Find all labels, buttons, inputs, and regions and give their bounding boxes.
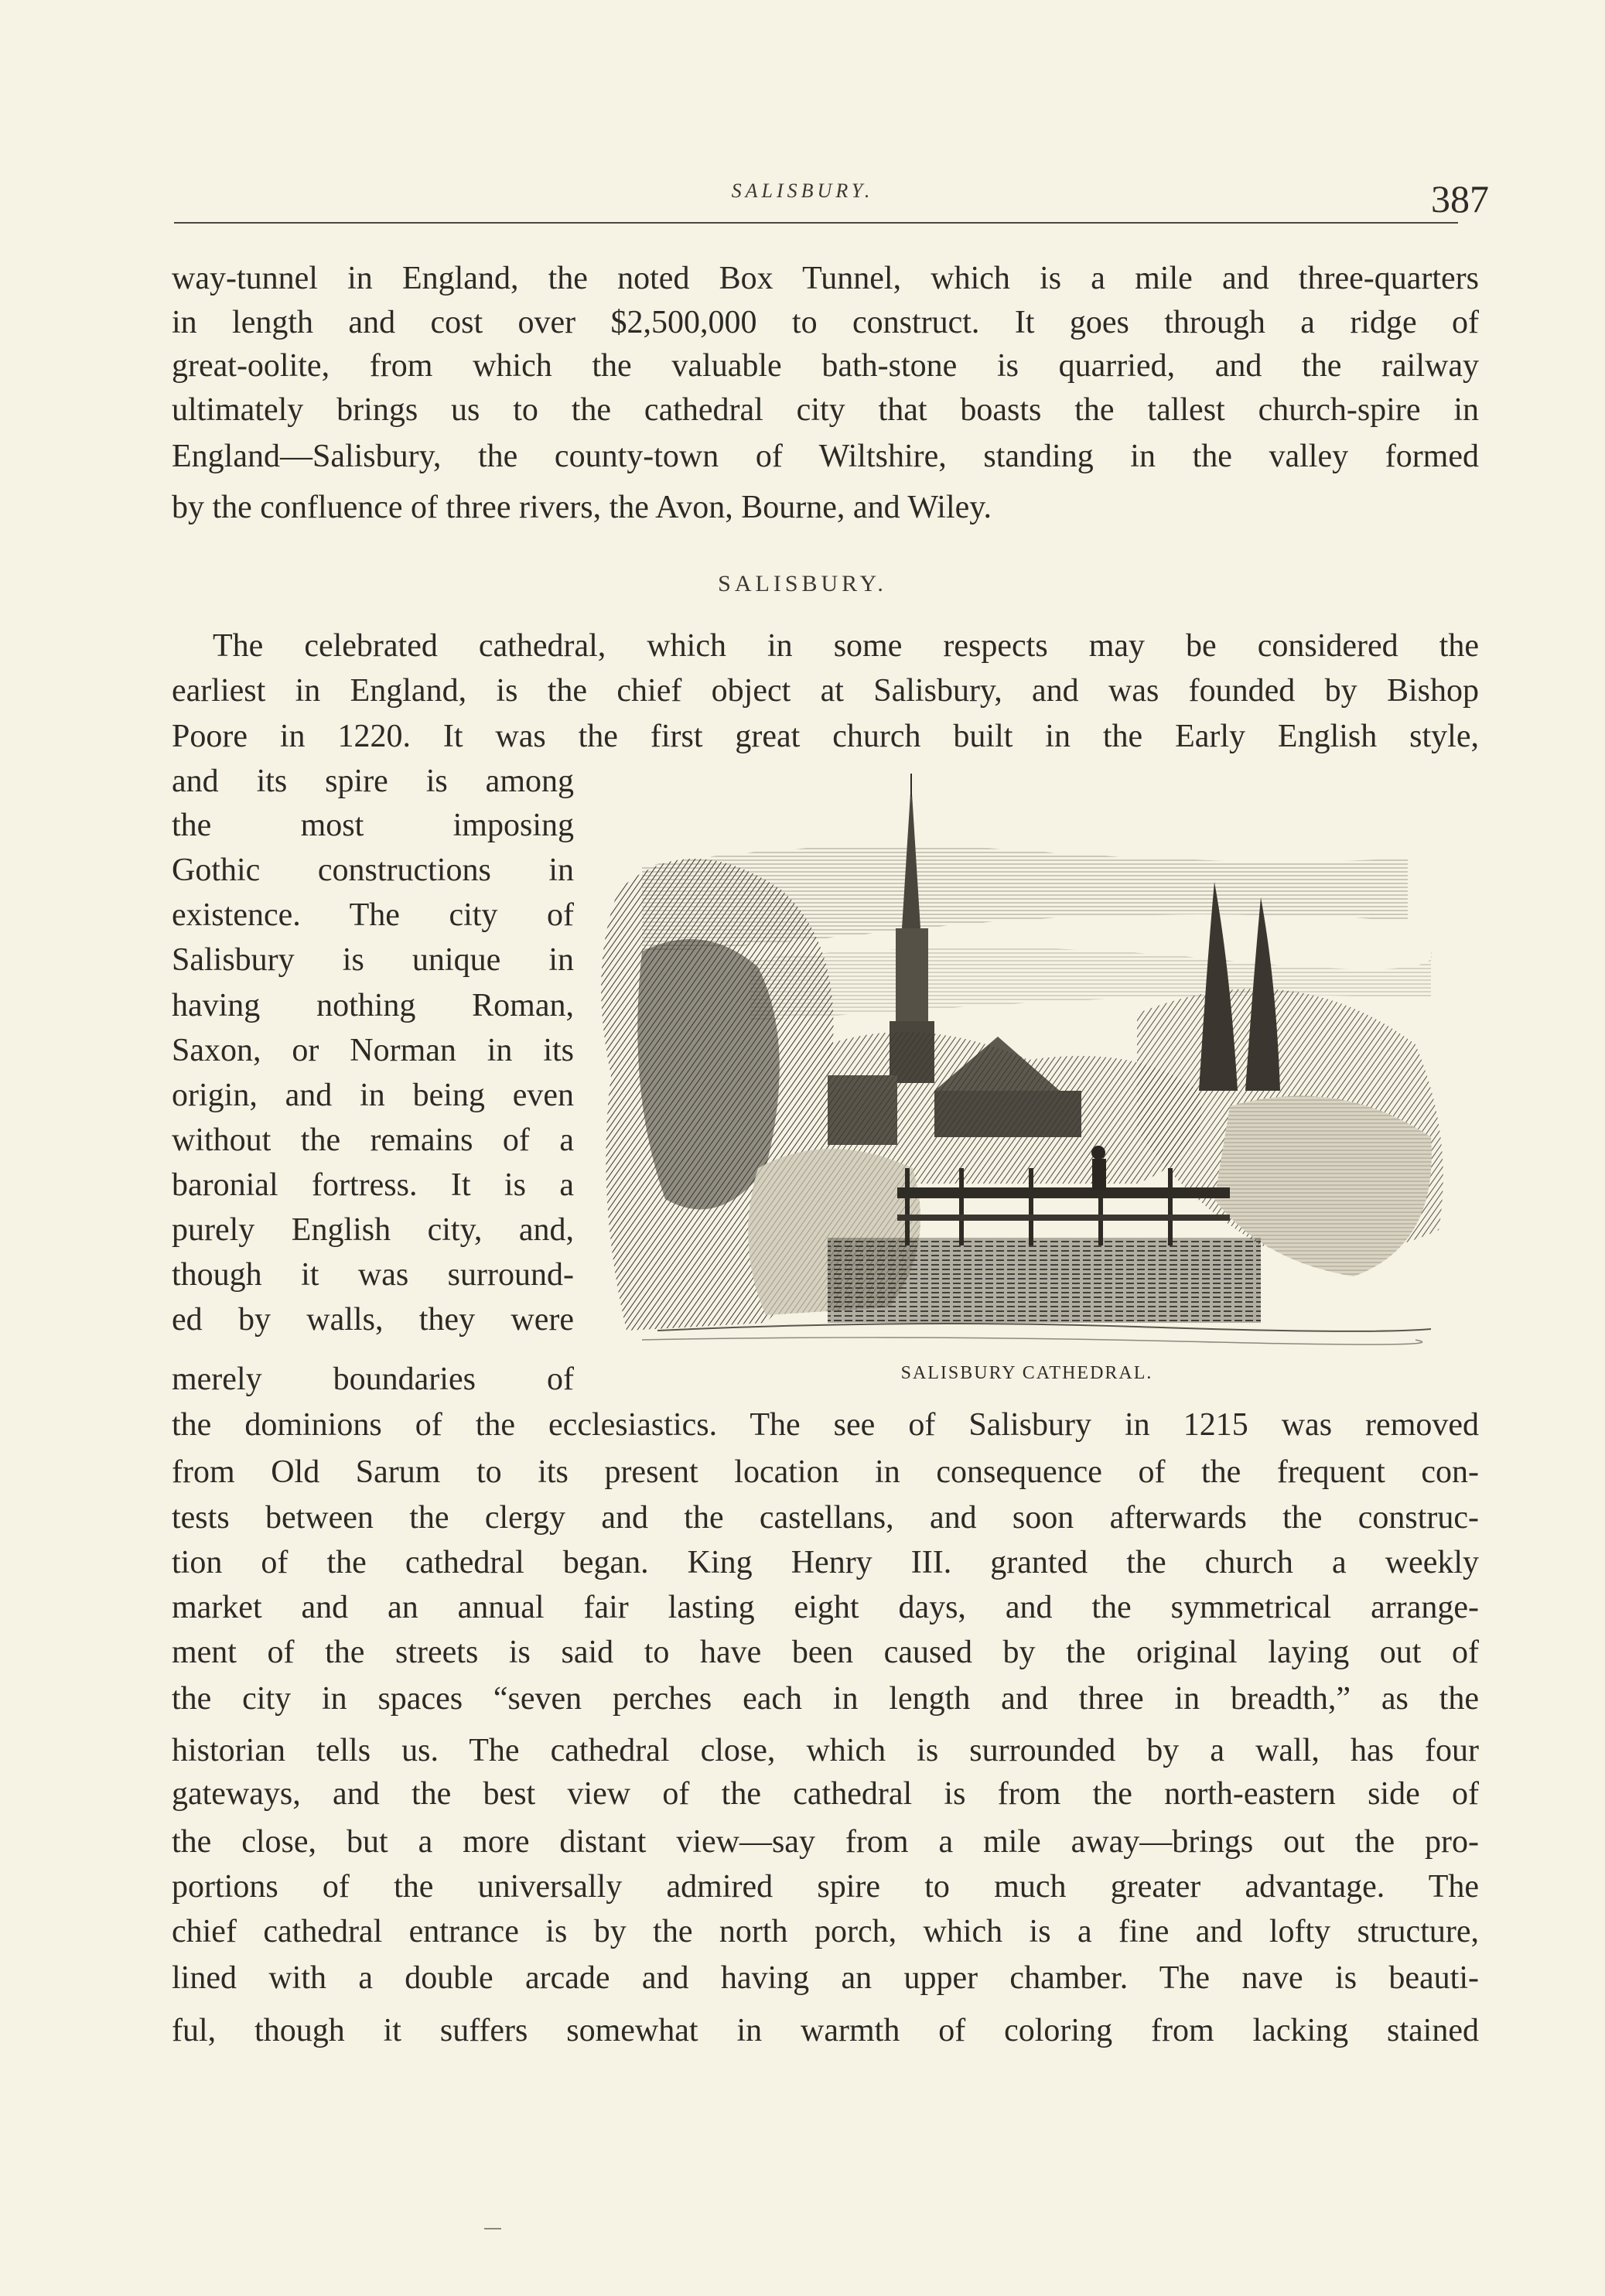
header-rule — [174, 222, 1458, 224]
body-line: chief cathedral entrance is by the north porch, which is a fine and lofty structure, — [172, 1914, 1479, 1949]
body-line: merely boundaries of — [172, 1362, 574, 1397]
body-line: earliest in England, is the chief object at Salisbury, and was founded by Bishop — [172, 673, 1479, 709]
body-line: historian tells us. The cathedral close, which is surrounded by a wall, has four — [172, 1733, 1479, 1768]
section-heading: SALISBURY. — [718, 571, 887, 596]
body-line: from Old Sarum to its present location in consequence of the frequent con- — [172, 1454, 1479, 1490]
body-line: Poore in 1220. It was the first great church built in the Early English style, — [172, 719, 1479, 754]
body-line: ful, though it suffers somewhat in warmth of coloring from lacking stained — [172, 2013, 1479, 2048]
body-line: ed by walls, they were — [172, 1302, 574, 1338]
body-line: market and an annual fair lasting eight days, and the symmetrical arrange- — [172, 1590, 1479, 1625]
body-line: Gothic constructions in — [172, 852, 574, 888]
body-line: lined with a double arcade and having an upper chamber. The nave is beauti- — [172, 1960, 1479, 1996]
body-line: Salisbury is unique in — [172, 942, 574, 978]
body-line: in length and cost over $2,500,000 to construct. It goes through a ridge of — [172, 305, 1479, 340]
body-line: gateways, and the best view of the cathedral is from the north-eastern side of — [172, 1776, 1479, 1812]
body-line: ultimately brings us to the cathedral city that boasts the tallest church-spire in — [172, 392, 1479, 428]
body-line: the most imposing — [172, 808, 574, 843]
body-line: portions of the universally admired spire to much greater advantage. The — [172, 1869, 1479, 1905]
body-line: the dominions of the ecclesiastics. The see of Salisbury in 1215 was removed — [172, 1407, 1479, 1443]
body-line: without the remains of a — [172, 1122, 574, 1158]
body-line: though it was surround- — [172, 1257, 574, 1293]
body-line: the close, but a more distant view—say from a mile away—brings out the pro- — [172, 1824, 1479, 1860]
body-line: and its spire is among — [172, 764, 574, 799]
body-line: The celebrated cathedral, which in some respects may be considered the — [213, 628, 1479, 664]
body-line: England—Salisbury, the county-town of Wiltshire, standing in the valley formed — [172, 439, 1479, 474]
body-line: origin, and in being even — [172, 1078, 574, 1113]
body-line: great-oolite, from which the valuable bath-stone is quarried, and the railway — [172, 348, 1479, 384]
body-line: by the confluence of three rivers, the Avon, Bourne, and Wiley. — [172, 490, 992, 525]
body-line: ment of the streets is said to have been caused by the original laying out of — [172, 1635, 1479, 1670]
cathedral-engraving — [596, 766, 1458, 1354]
body-line: tests between the clergy and the castellans, and soon afterwards the construc- — [172, 1500, 1479, 1536]
page-mark — [484, 2228, 501, 2229]
running-head: SALISBURY. — [731, 179, 874, 202]
body-line: Saxon, or Norman in its — [172, 1033, 574, 1068]
body-line: baronial fortress. It is a — [172, 1167, 574, 1203]
body-line: existence. The city of — [172, 897, 574, 933]
body-line: tion of the cathedral began. King Henry III. granted the church a weekly — [172, 1545, 1479, 1580]
body-line: the city in spaces “seven perches each in length and three in breadth,” as the — [172, 1681, 1479, 1717]
body-line: purely English city, and, — [172, 1212, 574, 1248]
figure-caption: SALISBURY CATHEDRAL. — [900, 1363, 1153, 1383]
body-line: way-tunnel in England, the noted Box Tunnel, which is a mile and three-quarters — [172, 261, 1479, 296]
body-line: having nothing Roman, — [172, 988, 574, 1023]
page-number: 387 — [1431, 177, 1489, 220]
